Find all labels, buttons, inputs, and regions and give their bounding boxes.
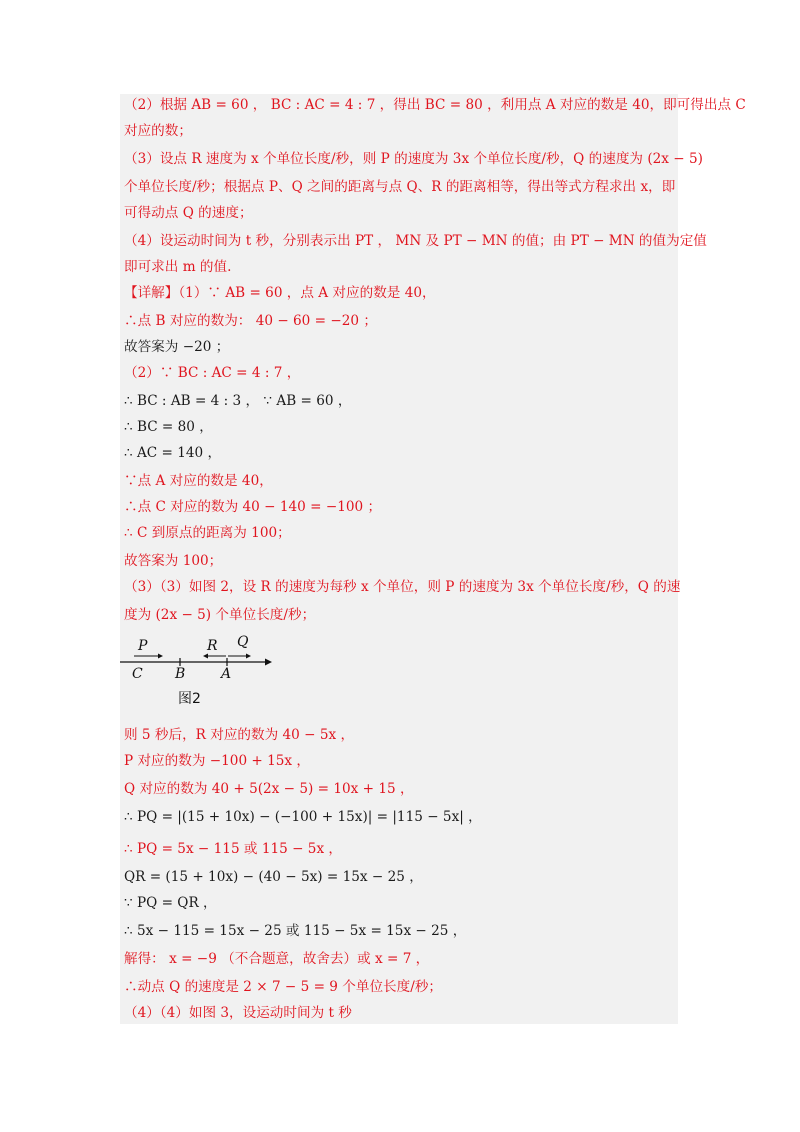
label-r: R — [207, 638, 218, 654]
text-line: ∴ BC : AB = 4 : 3 ， ∵ AB = 60 ， — [124, 393, 352, 409]
label-b: B — [175, 666, 186, 682]
text-line: 即可求出 m 的值. — [124, 259, 232, 275]
text-line: 故答案为 −20 ； — [124, 339, 230, 355]
text-line: ∴ C 到原点的距离为 100； — [124, 525, 291, 541]
text-line: 【详解】（1）∵ AB = 60 ，点 A 对应的数是 40， — [124, 285, 436, 301]
text-line: （4）（4）如图 3，设运动时间为 t 秒 — [124, 1005, 352, 1021]
text-line: （3）设点 R 速度为 x 个单位长度/秒，则 P 的速度为 3x 个单位长度/秒，Q 的速度为 (2x − 5) — [124, 151, 703, 167]
text-line: ∵ PQ = QR ， — [124, 895, 217, 911]
label-q: Q — [237, 634, 249, 650]
text-line: ∴点 B 对应的数为： 40 − 60 = −20 ； — [124, 313, 377, 329]
text-line: 个单位长度/秒；根据点 P、Q 之间的距离与点 Q、R 的距离相等，得出等式方程求出 x，即 — [124, 179, 676, 195]
text-line: ∴点 C 对应的数为 40 − 140 = −100 ； — [124, 499, 382, 515]
text-line: ∴ BC = 80 ， — [124, 419, 213, 435]
text-line: ∴ 5x − 115 = 15x − 25 或 115 − 5x = 15x − 25 ， — [124, 923, 467, 939]
text-line: （3）（3）如图 2，设 R 的速度为每秒 x 个单位，则 P 的速度为 3x 个单位长度/秒，Q 的速 — [124, 579, 681, 595]
text-line: 度为 (2x − 5) 个单位长度/秒； — [124, 607, 316, 623]
figure-2 — [120, 634, 280, 712]
text-line: ∴ AC = 140 ， — [124, 445, 222, 461]
document-page — [120, 94, 746, 1024]
text-line: 可得动点 Q 的速度； — [124, 205, 253, 221]
text-line: 则 5 秒后，R 对应的数为 40 − 5x ， — [124, 727, 355, 743]
text-line: ∵点 A 对应的数是 40， — [124, 473, 273, 489]
label-a: A — [221, 666, 232, 682]
label-p: P — [138, 638, 148, 654]
figure-caption: 图2 — [178, 691, 201, 707]
text-line: ∴ PQ = 5x − 115 或 115 − 5x ， — [124, 841, 343, 857]
text-line: 故答案为 100； — [124, 553, 223, 569]
text-line: （4）设运动时间为 t 秒，分别表示出 PT ， MN 及 PT − MN 的值；由 PT − MN 的值为定值 — [124, 233, 707, 249]
label-c: C — [132, 666, 143, 682]
text-line: QR = (15 + 10x) − (40 − 5x) = 15x − 25 ， — [124, 869, 423, 885]
text-line: P 对应的数为 −100 + 15x ， — [124, 753, 311, 769]
text-line: ∴ PQ = |(15 + 10x) − (−100 + 15x)| = |115 − 5x| ， — [124, 809, 482, 825]
text-line: ∴动点 Q 的速度是 2 × 7 − 5 = 9 个单位长度/秒； — [124, 979, 443, 995]
text-line: （2）根据 AB = 60 ， BC : AC = 4 : 7 ，得出 BC = 80 ，利用点 A 对应的数是 40，即可得出点 C — [124, 97, 746, 113]
text-line: 对应的数； — [124, 123, 192, 139]
text-line: （2）∵ BC : AC = 4 : 7 ， — [124, 365, 301, 381]
text-line: 解得： x = −9 （不合题意，故舍去）或 x = 7 ， — [124, 951, 430, 967]
text-line: Q 对应的数为 40 + 5(2x − 5) = 10x + 15 ， — [124, 781, 414, 797]
